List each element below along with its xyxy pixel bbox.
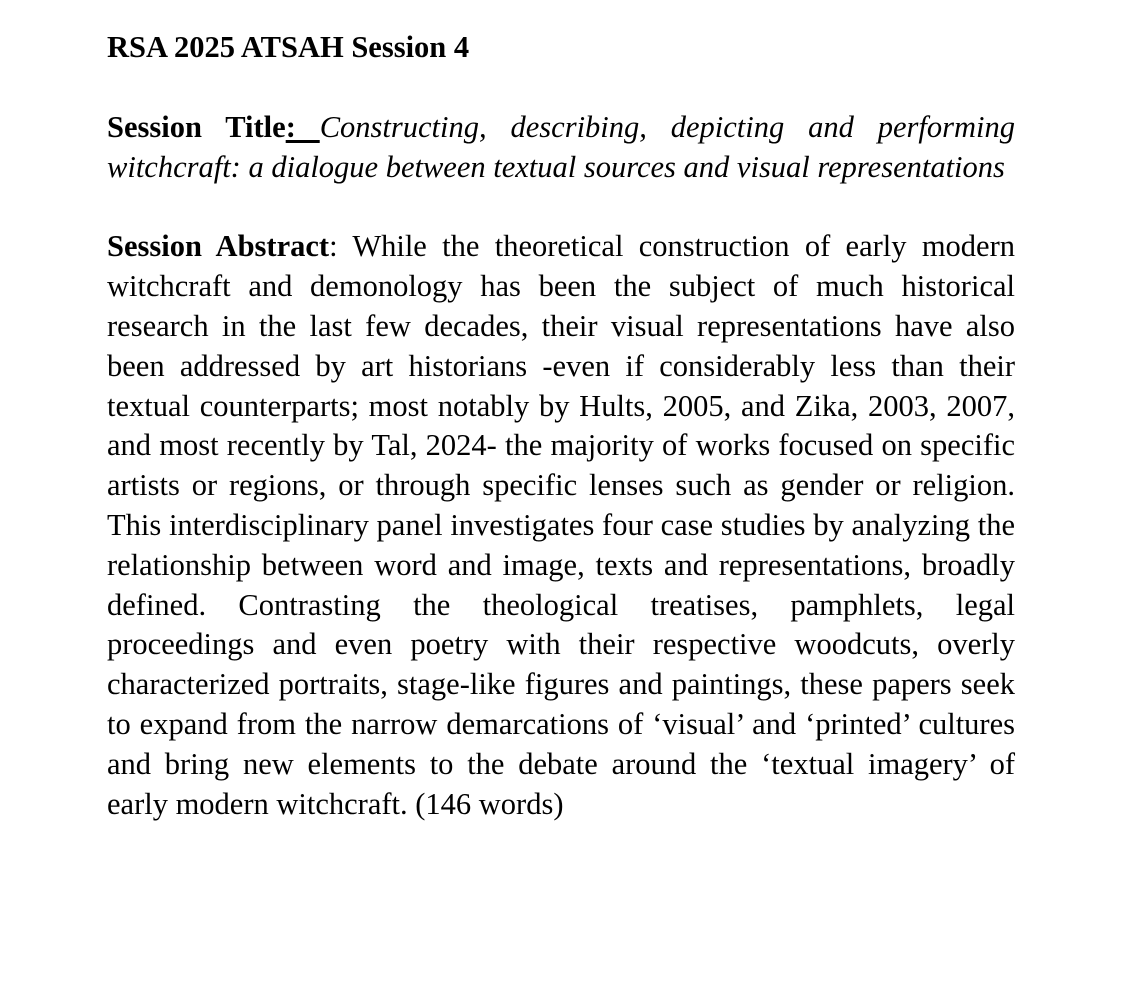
session-title-text: Constructing, describing, depicting and performing witchcraft: a dialogue between textual sources and visual representations — [107, 109, 1015, 184]
session-title-paragraph — [107, 108, 1015, 188]
session-abstract-text: While the theoretical construction of early modern witchcraft and demonology has been the subject of much historical research in the last few decades, their visual representations have also been addressed by art historians -even if considerably less than their textual counterparts; most notably by Hults, 2005, and Zika, 2003, 2007, and most recently by Tal, 2024- the majority of works focused on specific artists or regions, or through specific lenses such as gender or religion. This interdisciplinary panel investigates four case studies by analyzing the relationship between word and image, texts and representations, broadly defined. Contrasting the theological treatises, pamphlets, legal proceedings and even poetry with their respective woodcuts, overly characterized portraits, stage-like figures and paintings, these papers seek to expand from the narrow demarcations of ‘visual’ and ‘printed’ cultures and bring new elements to the debate around the ‘textual imagery’ of early modern witchcraft. (146 words) — [107, 229, 1015, 821]
spacer — [107, 68, 1015, 108]
session-title-label: Session Title — [107, 109, 286, 144]
document-page — [107, 28, 1015, 824]
document-heading: RSA 2025 ATSAH Session 4 — [107, 30, 470, 64]
session-abstract-label: Session Abstract — [107, 229, 330, 264]
session-title-separator: : — [285, 109, 320, 144]
spacer — [107, 187, 1015, 227]
session-abstract-separator: : — [329, 229, 353, 264]
session-abstract-paragraph — [107, 227, 1015, 824]
